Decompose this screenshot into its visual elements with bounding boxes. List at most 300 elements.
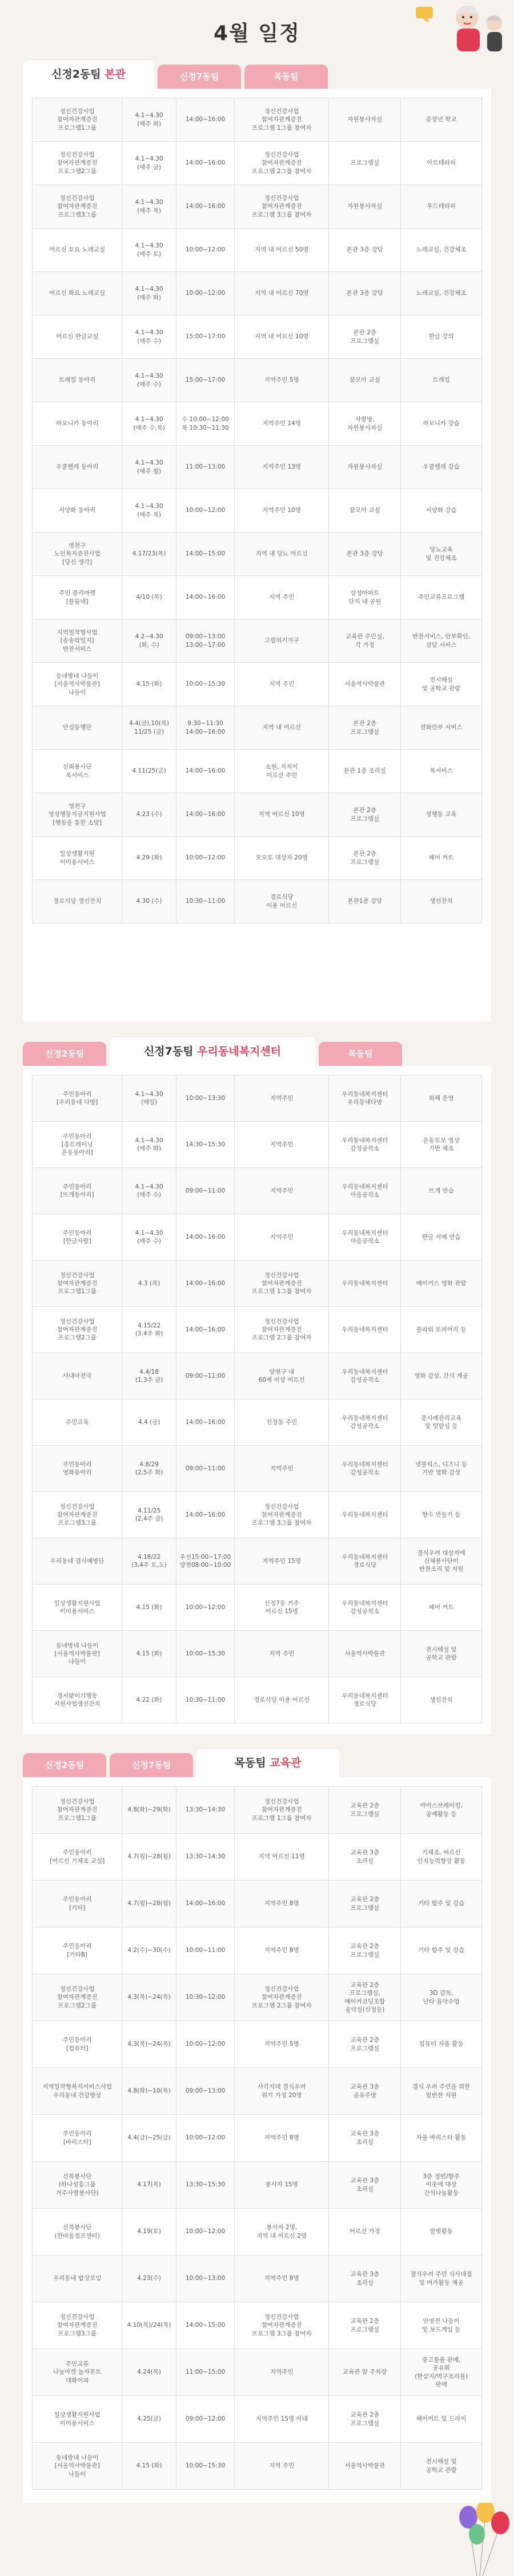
table-cell: 4.4(금),10(목) 11/25 (금) <box>122 706 176 750</box>
table-cell: 정신건강사업 참여자관계증진 프로그램 1그룹 참여자 <box>235 1787 329 1834</box>
table-cell: 4.3 (목) <box>122 1261 176 1307</box>
table-cell: 4.29 (화) <box>122 837 176 880</box>
table-cell: 09:00~11:00 <box>176 1168 234 1214</box>
table-cell: 봉사자 15명 <box>235 2162 329 2209</box>
table-cell: 신정7동 거주 어르신 15명 <box>235 1585 329 1631</box>
table-cell: 봉사자 2명, 지역 내 어르신 2명 <box>235 2209 329 2255</box>
table-cell: 주민동아리 [뜨개동아리] <box>33 1168 122 1214</box>
table-cell: 주민동아리 [기타B] <box>33 1927 122 1974</box>
table-cell: 신목봉사단 (하나성흥그룹 거주사랑봉사단) <box>33 2162 122 2209</box>
table-cell: 교육관 2층 프로그램실 <box>329 2021 401 2068</box>
table-row <box>33 359 482 402</box>
table-cell: 사랑방, 자원봉사자실 <box>329 402 401 446</box>
table-cell: 4.15 (화) <box>122 1631 176 1677</box>
table-cell: 지역주민 <box>235 1168 329 1214</box>
table-row <box>33 2021 482 2068</box>
balloons-illustration <box>0 2503 514 2576</box>
table-cell: 본관 2층 프로그램실 <box>329 793 401 837</box>
schedule-table <box>32 98 482 923</box>
table-cell: 지역주민 15명 <box>235 1538 329 1585</box>
table-row <box>33 489 482 533</box>
table-cell: 지역 주민 <box>235 576 329 619</box>
table-cell: 지역주민 <box>235 1446 329 1492</box>
table-cell: 목서비스 <box>401 750 482 793</box>
tab-sinjeong7[interactable] <box>110 1753 193 1777</box>
table-cell: 소원, 자치이 어르신 주민 <box>235 750 329 793</box>
table-cell: 기타 합주 및 강습 <box>401 1881 482 1927</box>
table-row <box>33 837 482 880</box>
table-cell: 아이스브레이킹, 공예활동 등 <box>401 1787 482 1834</box>
table-cell: 4.1~4.30 (매주 화) <box>122 98 176 142</box>
table-row <box>33 706 482 750</box>
table-cell: 주민동아리 영화동아리 <box>33 1446 122 1492</box>
table-cell: 지역 내 당뇨 어르신 <box>235 533 329 576</box>
table-cell: 안심동행단 <box>33 706 122 750</box>
table-cell: 10:00~15:30 <box>176 663 234 706</box>
schedule-table <box>32 1075 482 1723</box>
table-cell: 정신건강사업 참여자관계증진 프로그램 2그룹 참여자 <box>235 1974 329 2021</box>
table-cell: 교육관 2층 프로그램실 <box>329 2302 401 2349</box>
schedule-panel <box>23 1066 491 1734</box>
grandparents-illustration <box>411 0 503 51</box>
table-cell: 지역 어르신 10명 <box>235 793 329 837</box>
table-cell: 정신건강사업 참여자관계증진 프로그램2그룹 <box>33 1974 122 2021</box>
table-cell: 지역 주민 <box>235 2443 329 2490</box>
table-cell: 삼성아파트 단지 내 공원 <box>329 576 401 619</box>
table-cell: 09:00~13:00 13:00~17:00 <box>176 619 234 663</box>
table-cell: 본관 3층 강당 <box>329 229 401 272</box>
table-cell: 4.23 (수) <box>122 793 176 837</box>
table-cell: 영화 감상, 간식 제공 <box>401 1353 482 1399</box>
table-cell: 지역주민 <box>235 2349 329 2396</box>
table-row <box>33 1787 482 1834</box>
table-cell: 본관 2층 프로그램실 <box>329 706 401 750</box>
table-cell: 10:00~12:00 <box>176 229 234 272</box>
table-cell: 14:00~16:00 <box>176 1307 234 1353</box>
table-cell: 4.25(금) <box>122 2396 176 2443</box>
table-cell: 어르신 화요 노래교실 <box>33 272 122 315</box>
table-cell: 14:00~16:00 <box>176 750 234 793</box>
table-cell: 정신건강사업 참여자관계증진 프로그램 3그룹 참여자 <box>235 185 329 229</box>
table-cell: 4.1~4.30 (매주 수) <box>122 1168 176 1214</box>
table-cell: 4.15 (화) <box>122 2443 176 2490</box>
table-cell: 09:00~11:00 <box>176 1353 234 1399</box>
table-row <box>33 1834 482 1881</box>
table-cell: 주민동아리 [한글사랑] <box>33 1214 122 1261</box>
table-cell: 지역주민 10명 <box>235 489 329 533</box>
table-cell: 우리동네복지센터 감성공작소 <box>329 1122 401 1168</box>
table-cell: 정서맞이기행동 지원사업생신잔치 <box>33 1677 122 1723</box>
table-cell: 향수 만들기 등 <box>401 1492 482 1538</box>
table-row <box>33 1631 482 1677</box>
table-cell: 4.2~4.30 (화, 수) <box>122 619 176 663</box>
table-cell: 어르신 한글교실 <box>33 315 122 359</box>
tab-sinjeong2[interactable] <box>23 1753 106 1777</box>
table-row <box>33 272 482 315</box>
table-cell: 기체조, 어르신 인지능력향상 활동 <box>401 1834 482 1881</box>
table-cell: 4.4/18 (1,3주 금) <box>122 1353 176 1399</box>
table-cell: 3D 감독, 난타 음악수업 <box>401 1974 482 2021</box>
table-cell: 4.1~4.30 (매주 수,목) <box>122 402 176 446</box>
table-cell: 09:00~12:00 <box>176 2396 234 2443</box>
table-cell: 넷플릭스, 디즈니 등 기반 영화 감상 <box>401 1446 482 1492</box>
table-row <box>33 2443 482 2490</box>
table-cell: 4.1~4.30 (매일) <box>122 1075 176 1122</box>
table-cell: 주민동아리 [바리스타] <box>33 2115 122 2162</box>
table-cell: 운동토보 영상 기반 체조 <box>401 1122 482 1168</box>
table-cell: 프로그램실 <box>329 142 401 185</box>
table-cell: 4.7(월)~28(월) <box>122 1834 176 1881</box>
tab-label: 신정2동팀 <box>45 1049 85 1059</box>
table-cell: 4.4 (금) <box>122 1399 176 1446</box>
table-cell: 말벗활동 <box>401 2209 482 2255</box>
table-cell: 10:00~12:00 <box>176 2209 234 2255</box>
table-cell: 우리동네 결식예방단 <box>33 1538 122 1585</box>
tab-label: 신정7동팀 <box>143 1045 194 1058</box>
table-cell: 정신건강사업 참여자관계증진 프로그램2그룹 <box>33 1307 122 1353</box>
table-cell: 동네방네 나들이 [서울역사박물관] 나들이 <box>33 2443 122 2490</box>
table-cell: 하모니카 동아리 <box>33 402 122 446</box>
table-cell: 4.19(토) <box>122 2209 176 2255</box>
page-header <box>0 0 514 51</box>
table-row <box>33 1168 482 1214</box>
table-cell: 4.1~4.30 (매주 수) <box>122 359 176 402</box>
table-cell: 전시해설 및 공학교 관람 <box>401 663 482 706</box>
table-cell: 정신건강사업 참여자관계증진 프로그램3그룹 <box>33 2302 122 2349</box>
table-cell: 교육관 2층 프로그램실, 메이커코딩조합 음악실(신정동) <box>329 1974 401 2021</box>
schedule-table <box>32 1786 482 2490</box>
table-cell: 서울역사박물관 <box>329 2443 401 2490</box>
table-cell: 정신건강사업 참여자관계증진 프로그램 2그룹 참여자 <box>235 1307 329 1353</box>
table-cell: 모모토 대상자 20명 <box>235 837 329 880</box>
table-row <box>33 1881 482 1927</box>
table-cell: 4.1~4.30 (매주 토) <box>122 229 176 272</box>
table-cell: 14:00~16:00 <box>176 1214 234 1261</box>
table-cell: 메이커스 영화 관람 <box>401 1261 482 1307</box>
table-cell: 10:00~15:30 <box>176 2443 234 2490</box>
table-cell: 생신잔치 <box>401 880 482 923</box>
table-cell: 꿈모아 교실 <box>329 359 401 402</box>
tab-label: 신정2동팀 <box>51 68 101 81</box>
table-cell: 고립위기가구 <box>235 619 329 663</box>
table-cell: 4.1~4.30 (매주 목) <box>122 489 176 533</box>
table-row <box>33 1214 482 1261</box>
table-cell: 주민교류 나눔마켓 놀자몬트 대화이외 <box>33 2349 122 2396</box>
table-cell: 경로식당 생신잔치 <box>33 880 122 923</box>
table-row <box>33 2255 482 2302</box>
table-cell: 09:00~11:00 <box>176 1446 234 1492</box>
table-row <box>33 2162 482 2209</box>
table-cell: 정신건강사업 참여자관계증진 프로그램 3그룹 참여자 <box>235 2302 329 2349</box>
table-cell: 안영전 나들이 및 보드게임 등 <box>401 2302 482 2349</box>
table-row <box>33 1974 482 2021</box>
table-cell: 외해 운영 <box>401 1075 482 1122</box>
table-cell: 교육관 앞 주차장 <box>329 2349 401 2396</box>
table-cell: 트래킹 <box>401 359 482 402</box>
table-cell: 정신건강사업 참여자관계증진 프로그램 1그룹 참여자 <box>235 1261 329 1307</box>
table-cell: 전시해설 및 공학교 관람 <box>401 2443 482 2490</box>
table-cell: 주민동아리 [홍트레이닝 운동동아리] <box>33 1122 122 1168</box>
table-cell: 교육관 2층 프로그램실 <box>329 1787 401 1834</box>
table-cell: 꿈모아 교실 <box>329 489 401 533</box>
table-cell: 11:00~13:00 <box>176 446 234 489</box>
table-cell: 4.1~4.30 (매주 목) <box>122 185 176 229</box>
table-cell: 09:00~13:00 <box>176 2068 234 2115</box>
section-sinjeong7 <box>23 1037 491 1734</box>
tab-sinjeong7[interactable] <box>110 1037 315 1066</box>
table-cell: 주민동아리 [컴퓨터] <box>33 2021 122 2068</box>
table-cell: 반찬서비스, 안부확인, 상담 서비스 <box>401 619 482 663</box>
table-row <box>33 1399 482 1446</box>
table-cell: 노래교실, 건강체조 <box>401 229 482 272</box>
table-cell: 정신건강사업 참여자관계증진 프로그램2그룹 <box>33 142 122 185</box>
table-cell: 3층 정빈/향주 이웃에 대상 간식나눔활동 <box>401 2162 482 2209</box>
table-cell: 4.1~4.30 (매주 화) <box>122 1122 176 1168</box>
table-cell: 뜨개 연습 <box>401 1168 482 1214</box>
table-cell: 우리동네 밥상모임 <box>33 2255 122 2302</box>
table-cell: 4.3(목)~24(목) <box>122 2021 176 2068</box>
table-cell: 우리동네복지센터 경로식당 <box>329 1538 401 1585</box>
table-cell: 14:00~16:00 <box>176 1261 234 1307</box>
table-row <box>33 880 482 923</box>
table-cell: 10:00~13:00 <box>176 2255 234 2302</box>
table-cell: 9:30~11:30 14:00~16:00 <box>176 706 234 750</box>
tab-label: 목동팀 <box>274 71 299 82</box>
table-cell: 4/10 (목) <box>122 576 176 619</box>
table-cell: 결식 우려 주민을 위한 밑반찬 지원 <box>401 2068 482 2115</box>
table-cell: 정신건강사업 참여자관계증진 프로그램1그룹 <box>33 1261 122 1307</box>
table-cell: 경로식당 이용 어르신 <box>235 1677 329 1723</box>
tab-bar <box>23 1749 491 1777</box>
tab-accent: 교육관 <box>270 1757 302 1769</box>
table-cell: 우리동네복지센터 경로식당 <box>329 1677 401 1723</box>
table-cell: 기타 합주 및 강습 <box>401 1927 482 1974</box>
table-row <box>33 229 482 272</box>
table-cell: 10:00~12:00 <box>176 2115 234 2162</box>
table-cell: 서양화 강습 <box>401 489 482 533</box>
table-cell: 4.4(금)~25(금) <box>122 2115 176 2162</box>
table-cell: 한글 강의 <box>401 315 482 359</box>
table-cell: 한글 서예 연습 <box>401 1214 482 1261</box>
table-cell: 15:00~17:00 <box>176 359 234 402</box>
tab-mokdong[interactable] <box>196 1749 339 1777</box>
table-cell: 10:00~12:00 <box>176 1585 234 1631</box>
table-cell: 우쿨렐레 동아리 <box>33 446 122 489</box>
table-cell: 교육관 3층 조리실 <box>329 2255 401 2302</box>
table-cell: 4.23(수) <box>122 2255 176 2302</box>
table-row <box>33 576 482 619</box>
table-row <box>33 2396 482 2443</box>
table-cell: 10:00~11:00 <box>176 1927 234 1974</box>
table-cell: 우리동네복지센터 감성공작소 <box>329 1446 401 1492</box>
table-cell: 4.7(월)~28(월) <box>122 1881 176 1927</box>
tab-label: 신정7동팀 <box>179 71 219 82</box>
table-cell: 지역 내 어르신 50명 <box>235 229 329 272</box>
table-cell: 4.8/29 (2,5주 화) <box>122 1446 176 1492</box>
table-cell: 11:00~15:00 <box>176 2349 234 2396</box>
table-cell: 15:00~17:00 <box>176 315 234 359</box>
table-cell: 아트테라피 <box>401 142 482 185</box>
table-cell: 지역주민 14명 <box>235 402 329 446</box>
table-cell: 4.8(화)~29(화) <box>122 1787 176 1834</box>
tab-label: 신정7동팀 <box>131 1760 171 1770</box>
table-cell: 중고물품 판매, 공유회 (한삼지/먹구조리물) 판매 <box>401 2349 482 2396</box>
tab-accent: 우리동네복지센터 <box>197 1045 282 1058</box>
table-row <box>33 2349 482 2396</box>
table-cell: 우리동네복지센터 감성공작소 <box>329 1585 401 1631</box>
table-cell: 전시해설 및 공학교 관람 <box>401 1631 482 1677</box>
table-cell: 본관 2층 프로그램실 <box>329 315 401 359</box>
table-cell: 동네방네 나들이 [서울역사박물관] 나들이 <box>33 663 122 706</box>
table-cell: 지역주민 5명 <box>235 2021 329 2068</box>
table-cell: 헤어커트 및 드라이 <box>401 2396 482 2443</box>
table-cell: 우선15:00~17:00 양천08:00~10:00 <box>176 1538 234 1585</box>
table-cell: 교육관 3층 조리실 <box>329 2162 401 2209</box>
table-cell: 서울역사박물관 <box>329 663 401 706</box>
table-cell: 지역주민 15명 이내 <box>235 2396 329 2443</box>
tab-accent: 본관 <box>105 68 126 81</box>
table-cell: 지역주민 13명 <box>235 446 329 489</box>
table-cell: 우리동네복지센터 마을공작소 <box>329 1168 401 1214</box>
table-cell: 일상생활지원사업 이미용서비스 <box>33 1585 122 1631</box>
table-row <box>33 185 482 229</box>
table-row <box>33 533 482 576</box>
table-cell: 13:30~14:30 <box>176 1834 234 1881</box>
table-cell: 4.1~4.30 (매주 수) <box>122 1214 176 1261</box>
table-cell: 정신건강사업 참여자관계증진 프로그램1그룹 <box>33 98 122 142</box>
table-row <box>33 750 482 793</box>
table-cell: 4.11/25 (2,4주 금) <box>122 1492 176 1538</box>
table-cell: 4.1~4.30 (매주 금) <box>122 142 176 185</box>
table-cell: 4.10(목)/24(목) <box>122 2302 176 2349</box>
table-row <box>33 2209 482 2255</box>
table-cell: 교육관 3층 조리실 <box>329 2115 401 2162</box>
table-cell: 4.3(목)~24(목) <box>122 1974 176 2021</box>
table-cell: 정신건강사업 참여자관계증진 프로그램 1그룹 참여자 <box>235 98 329 142</box>
table-cell: 자원봉사자실 <box>329 98 401 142</box>
table-row <box>33 2068 482 2115</box>
table-cell: 정신건강사업 참여자관계증진 프로그램3그룹 <box>33 1492 122 1538</box>
tab-label: 목동팀 <box>234 1757 266 1769</box>
table-cell: 14:30~15:30 <box>176 1122 234 1168</box>
table-cell: 정신건강사업 참여자관계증진 프로그램 3그룹 참여자 <box>235 1492 329 1538</box>
table-cell: 양천구 내 60세 이상 어르신 <box>235 1353 329 1399</box>
table-row <box>33 1492 482 1538</box>
table-row <box>33 98 482 142</box>
tab-sinjeong7[interactable] <box>158 65 241 89</box>
table-cell: 10:30~11:00 <box>176 880 234 923</box>
table-cell: 지역주민 <box>235 1075 329 1122</box>
table-cell: 지역주민 8명 <box>235 1881 329 1927</box>
table-row <box>33 1307 482 1353</box>
table-cell: 주민교류프로그램 <box>401 576 482 619</box>
table-cell: 지역주민 5명 <box>235 359 329 402</box>
table-cell: 서울역사박물관 <box>329 1631 401 1677</box>
table-cell: 4.1~4.30 (매주 월) <box>122 446 176 489</box>
table-cell: 지역주민 <box>235 1214 329 1261</box>
table-cell: 우리동네복지센터 마을공작소 <box>329 1214 401 1261</box>
tab-mokdong[interactable] <box>319 1042 402 1066</box>
table-row <box>33 619 482 663</box>
tab-label: 신정2동팀 <box>45 1760 85 1770</box>
table-cell: 지역주민 <box>235 1122 329 1168</box>
table-cell: 14:00~15:00 <box>176 2302 234 2349</box>
table-cell: 4.1~4.30 (매주 화) <box>122 272 176 315</box>
table-cell: 10:30~11:00 <box>176 1677 234 1723</box>
table-cell: 준시예관리교육 및 텃밭심 등 <box>401 1399 482 1446</box>
table-cell: 생신잔치 <box>401 1677 482 1723</box>
table-cell: 결식우려 주민 식사대접 및 여가활동 제공 <box>401 2255 482 2302</box>
table-cell: 10:00~12:00 <box>176 2021 234 2068</box>
table-cell: 10:30~12:00 <box>176 1974 234 2021</box>
table-cell: 교육관 2층 프로그램실 <box>329 1881 401 1927</box>
table-cell: 전화안부 서비스 <box>401 706 482 750</box>
table-row <box>33 793 482 837</box>
tab-sinjeong2[interactable] <box>23 60 154 89</box>
table-row <box>33 1677 482 1723</box>
table-cell: 노래교실, 건강체조 <box>401 272 482 315</box>
table-cell: 신목봉사단 (한마음점프센터) <box>33 2209 122 2255</box>
table-cell: 주민동아리 [기타] <box>33 1881 122 1927</box>
table-cell: 지역밀착형복지서비스사업 우리동네 건강방상 <box>33 2068 122 2115</box>
table-cell: 사내마전국 <box>33 1353 122 1399</box>
table-cell: 13:30~14:30 <box>176 1787 234 1834</box>
table-cell: 컴퓨터 자율 활동 <box>401 2021 482 2068</box>
table-cell: 자원봉사자실 <box>329 185 401 229</box>
tab-label: 목동팀 <box>348 1049 373 1059</box>
table-cell: 4.11(25(금) <box>122 750 176 793</box>
table-cell: 동네방네 나들이 [서울역사박물관] 나들이 <box>33 1631 122 1677</box>
table-cell: 10:00~15:30 <box>176 1631 234 1677</box>
table-cell: 4.8(화)~10(목) <box>122 2068 176 2115</box>
table-cell: 4.30 (수) <box>122 880 176 923</box>
table-cell: 교육관 2층 프로그램실 <box>329 1927 401 1974</box>
table-cell: 4.15 (화) <box>122 1585 176 1631</box>
table-row <box>33 1075 482 1122</box>
table-cell: 10:00~13:30 <box>176 1075 234 1122</box>
table-cell: 주민교육 <box>33 1399 122 1446</box>
tab-bar <box>23 60 491 89</box>
table-cell: 신정동 주민 <box>235 1399 329 1446</box>
table-cell: 4.15 (화) <box>122 663 176 706</box>
table-cell: 4.22 (화) <box>122 1677 176 1723</box>
table-row <box>33 1122 482 1168</box>
table-cell: 지역 내 어르신 70명 <box>235 272 329 315</box>
table-cell: 4.1~4.30 (매주 수) <box>122 315 176 359</box>
table-cell: 정신건강사업 참여자관계증진 프로그램3그룹 <box>33 185 122 229</box>
table-cell: 교육관 3층 공유주방 <box>329 2068 401 2115</box>
tab-bar <box>23 1037 491 1066</box>
table-cell: 우쿨렐레 강습 <box>401 446 482 489</box>
table-cell: 14:00~15:00 <box>176 533 234 576</box>
table-cell: 4.18/22 (3,4주 토,도) <box>122 1538 176 1585</box>
table-cell: 정신건강사업 참여자관계증진 프로그램 2그룹 참여자 <box>235 142 329 185</box>
table-cell: 우리동네복지센터 감성공작소 <box>329 1353 401 1399</box>
table-cell: 하모니카 강습 <box>401 402 482 446</box>
table-cell: 본관 3층 강당 <box>329 533 401 576</box>
tab-sinjeong2[interactable] <box>23 1042 106 1066</box>
table-cell: 일상생활지원사업 이미용서비스 <box>33 2396 122 2443</box>
table-cell: 우리동네복지센터 우리동네다방 <box>329 1075 401 1122</box>
table-cell: 서양화 동아리 <box>33 489 122 533</box>
table-cell: 4.24(목) <box>122 2349 176 2396</box>
table-row <box>33 663 482 706</box>
table-cell: 수 10:00~12:00 목 10:30~11:30 <box>176 402 234 446</box>
table-cell: 헤어 커트 <box>401 837 482 880</box>
tab-mokdong[interactable] <box>244 65 328 89</box>
table-cell: 중장년 학교 <box>401 98 482 142</box>
table-cell: 주민 플리마켓 [플룸네] <box>33 576 122 619</box>
